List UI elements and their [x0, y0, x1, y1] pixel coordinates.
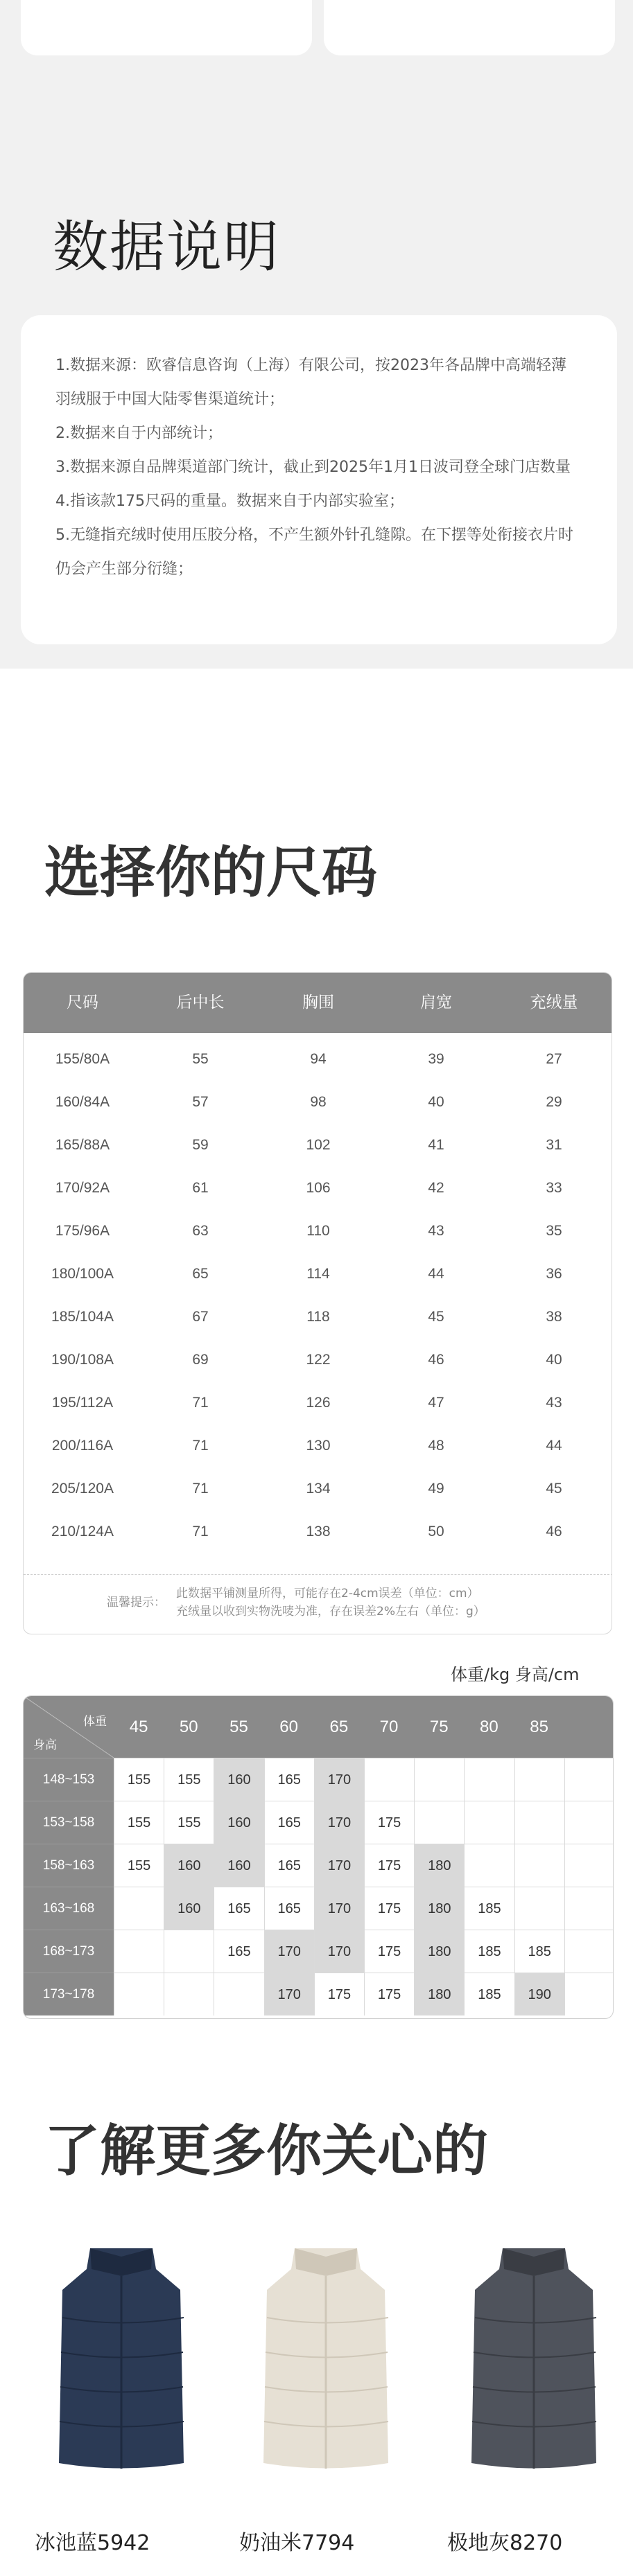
size-recommendation-cell	[564, 1887, 614, 1930]
table-cell: 175/96A	[55, 1223, 110, 1239]
corner-height-label: 身高	[33, 1738, 57, 1752]
size-recommendation-cell: 170	[314, 1801, 364, 1844]
table-cell: 122	[306, 1352, 331, 1368]
height-label-cell: 163~168	[24, 1887, 114, 1930]
size-recommendation-cell: 175	[364, 1887, 414, 1930]
size-recommendation-cell: 170	[314, 1844, 364, 1887]
size-recommendation-cell: 185	[464, 1930, 514, 1973]
table-row	[24, 1510, 612, 1553]
table-cell: 165/88A	[55, 1137, 110, 1153]
table-cell: 160/84A	[55, 1094, 110, 1110]
size-recommendation-cell	[564, 1801, 614, 1844]
table-cell: 47	[428, 1395, 444, 1411]
table-row	[24, 1167, 612, 1210]
size-recommendation-cell: 165	[264, 1887, 314, 1930]
size-recommendation-cell	[164, 1930, 214, 1973]
table-cell: 134	[306, 1481, 331, 1497]
table-cell: 114	[306, 1266, 330, 1282]
more-section-title: 了解更多你关心的	[44, 2119, 488, 2183]
size-recommendation-cell: 180	[414, 1930, 464, 1973]
size-recommendation-cell: 160	[214, 1758, 263, 1801]
table-row	[24, 1081, 612, 1124]
table-row	[24, 1253, 612, 1296]
size-recommendation-cell: 180	[414, 1887, 464, 1930]
size-recommendation-cell: 155	[114, 1758, 164, 1801]
table-cell: 71	[192, 1481, 209, 1497]
size-recommendation-cell: 170	[314, 1930, 364, 1973]
size-recommendation-cell: 175	[364, 1973, 414, 2015]
table-cell: 59	[192, 1137, 209, 1153]
table-cell: 43	[428, 1223, 444, 1239]
size-recommendation-cell	[364, 1758, 414, 1801]
divider	[24, 1574, 612, 1575]
size-recommendation-cell: 175	[364, 1930, 414, 1973]
table-cell: 63	[192, 1223, 209, 1239]
note-line: 1.数据来源：欧睿信息咨询（上海）有限公司，按2023年各品牌中高端轻薄	[55, 357, 566, 374]
table-cell: 44	[546, 1438, 562, 1454]
table-cell: 106	[306, 1180, 331, 1196]
data-note-section	[0, 0, 633, 669]
size-recommendation-cell: 175	[364, 1801, 414, 1844]
table-cell: 50	[428, 1524, 444, 1540]
size-recommendation-cell: 165	[214, 1887, 263, 1930]
table-cell: 49	[428, 1481, 444, 1497]
table-cell: 71	[192, 1524, 209, 1540]
table-cell: 71	[192, 1395, 209, 1411]
weight-header-cell: 55	[229, 1718, 248, 1736]
weight-height-units: 体重/kg 身高/cm	[451, 1665, 580, 1684]
weight-header-cell: 60	[279, 1718, 298, 1736]
size-recommendation-cell	[464, 1758, 514, 1801]
weight-header-row	[114, 1696, 614, 1758]
table-cell: 138	[306, 1524, 331, 1540]
table-cell: 200/116A	[51, 1438, 114, 1454]
header-back-length: 后中长	[176, 994, 225, 1012]
size-recommendation-cell: 160	[214, 1801, 263, 1844]
size-recommendation-cell	[514, 1758, 564, 1801]
table-row	[24, 1424, 612, 1467]
table-cell: 45	[428, 1309, 444, 1325]
weight-header-cell: 50	[179, 1718, 198, 1736]
note-line: 2.数据来自于内部统计；	[55, 425, 223, 442]
height-label-cell: 153~158	[24, 1801, 114, 1844]
size-recommendation-cell	[564, 1758, 614, 1801]
table-cell: 44	[428, 1266, 444, 1282]
table-cell: 45	[546, 1481, 562, 1497]
table-cell: 36	[546, 1266, 562, 1282]
size-recommendation-cell	[564, 1973, 614, 2015]
table-cell: 27	[546, 1051, 562, 1067]
table-cell: 190/108A	[51, 1352, 114, 1368]
table-cell: 48	[428, 1438, 444, 1454]
top-card-right	[324, 0, 615, 55]
size-recommendation-cell: 170	[264, 1973, 314, 2015]
tip-lines	[176, 1585, 485, 1621]
table-cell: 205/120A	[51, 1481, 114, 1497]
size-recommendation-cell: 175	[314, 1973, 364, 2015]
table-cell: 39	[428, 1051, 444, 1067]
header-shoulder: 肩宽	[420, 994, 452, 1012]
size-recommendation-cell	[464, 1844, 514, 1887]
table-row	[24, 1467, 612, 1510]
size-recommendation-cell: 155	[114, 1801, 164, 1844]
table-cell: 46	[428, 1352, 444, 1368]
down-vest-image	[42, 2241, 201, 2477]
size-recommendation-cell: 170	[264, 1930, 314, 1973]
table-row	[24, 1124, 612, 1167]
table-row	[24, 1339, 612, 1382]
size-recommendation-cell	[214, 1973, 263, 2015]
size-recommendation-cell	[514, 1887, 564, 1930]
tip-line: 充绒量以收到实物洗唛为准，存在误差2%左右（单位：g）	[176, 1605, 485, 1618]
table-cell: 69	[192, 1352, 209, 1368]
table-row	[24, 1382, 612, 1424]
table-cell: 98	[310, 1094, 327, 1110]
table-cell: 118	[306, 1309, 330, 1325]
weight-header-cell: 70	[379, 1718, 399, 1736]
note-line: 仍会产生部分衍缝；	[55, 561, 193, 578]
size-recommendation-cell	[164, 1973, 214, 2015]
table-cell: 71	[192, 1438, 209, 1454]
table-cell: 41	[428, 1137, 444, 1153]
table-cell: 46	[546, 1524, 562, 1540]
tip-label: 温馨提示：	[107, 1596, 166, 1609]
size-recommendation-cell: 155	[164, 1758, 214, 1801]
table-cell: 40	[428, 1094, 444, 1110]
table-cell: 180/100A	[51, 1266, 114, 1282]
weight-header-cell: 75	[429, 1718, 449, 1736]
table-cell: 40	[546, 1352, 562, 1368]
table-cell: 38	[546, 1309, 562, 1325]
corner-weight-label: 体重	[83, 1715, 107, 1729]
size-recommendation-cell: 180	[414, 1844, 464, 1887]
table-cell: 102	[306, 1137, 331, 1153]
size-recommendation-cell	[414, 1758, 464, 1801]
size-recommendation-cell: 165	[214, 1930, 263, 1973]
table-cell: 67	[192, 1309, 209, 1325]
height-label-cell: 158~163	[24, 1844, 114, 1887]
size-recommendation-cell: 155	[114, 1844, 164, 1887]
product-card[interactable]	[239, 2241, 413, 2560]
size-recommendation-cell: 185	[464, 1887, 514, 1930]
size-recommendation-cell	[564, 1930, 614, 1973]
table-cell: 55	[192, 1051, 209, 1067]
table-cell: 65	[192, 1266, 209, 1282]
height-label-cell: 168~173	[24, 1930, 114, 1973]
table-cell: 31	[546, 1137, 562, 1153]
table-cell: 94	[310, 1051, 327, 1067]
size-recommendation-cell	[514, 1844, 564, 1887]
height-label-cell: 173~178	[24, 1973, 114, 2015]
size-recommendation-cell: 165	[264, 1801, 314, 1844]
table-cell: 130	[306, 1438, 331, 1454]
table-cell: 170/92A	[55, 1180, 110, 1196]
header-down-fill: 充绒量	[530, 994, 578, 1012]
table-cell: 126	[306, 1395, 331, 1411]
note-line: 4.指该款175尺码的重量。数据来自于内部实验室；	[55, 493, 404, 510]
size-recommendation-cell: 180	[414, 1973, 464, 2015]
size-recommendation-cell: 185	[464, 1973, 514, 2015]
height-label-cell: 148~153	[24, 1758, 114, 1801]
size-recommendation-cell	[114, 1930, 164, 1973]
size-recommendation-cell: 165	[264, 1758, 314, 1801]
product-name: 冰池蓝5942	[35, 2531, 150, 2555]
weight-header-cell: 80	[480, 1718, 498, 1736]
weight-header-cell: 65	[329, 1718, 349, 1736]
size-table-header	[24, 973, 612, 1033]
size-recommendation-cell	[414, 1801, 464, 1844]
product-card[interactable]	[447, 2241, 621, 2560]
size-recommendation-cell: 170	[314, 1887, 364, 1930]
product-name: 极地灰8270	[447, 2531, 563, 2555]
table-cell: 195/112A	[51, 1395, 114, 1411]
table-cell: 42	[428, 1180, 444, 1196]
product-card[interactable]	[35, 2241, 208, 2560]
table-cell: 110	[306, 1223, 330, 1239]
size-recommendation-cell: 160	[164, 1844, 214, 1887]
table-cell: 61	[192, 1180, 209, 1196]
size-table-body	[24, 1038, 612, 1553]
size-recommendation-cell: 165	[264, 1844, 314, 1887]
table-cell: 29	[546, 1094, 562, 1110]
weight-header-cell: 45	[129, 1718, 148, 1736]
table-cell: 185/104A	[51, 1309, 114, 1325]
tip-line: 此数据平铺测量所得，可能存在2-4cm误差（单位：cm）	[176, 1587, 479, 1600]
weight-header-cell: 85	[530, 1718, 548, 1736]
size-recommendation-cell: 185	[514, 1930, 564, 1973]
header-size: 尺码	[67, 994, 98, 1012]
top-card-left	[21, 0, 312, 55]
table-cell: 155/80A	[55, 1051, 110, 1067]
table-row	[24, 1210, 612, 1253]
table-row	[24, 1296, 612, 1339]
size-recommendation-cell: 160	[214, 1844, 263, 1887]
down-vest-image	[454, 2241, 614, 2477]
size-recommendation-cell: 160	[164, 1887, 214, 1930]
size-recommendation-cell: 190	[514, 1973, 564, 2015]
header-chest: 胸围	[302, 994, 334, 1012]
size-recommendation-cell	[514, 1801, 564, 1844]
table-row	[24, 1038, 612, 1081]
data-note-title: 数据说明	[53, 215, 280, 279]
size-recommendation-cell	[114, 1973, 164, 2015]
size-recommendation-cell: 170	[314, 1758, 364, 1801]
table-cell: 35	[546, 1223, 562, 1239]
data-note-card	[21, 315, 617, 644]
product-name: 奶油米7794	[239, 2531, 355, 2555]
down-vest-image	[246, 2241, 406, 2477]
table-corner	[24, 1696, 114, 1758]
note-line: 3.数据来源自品牌渠道部门统计，截止到2025年1月1日波司登全球门店数量	[55, 459, 571, 476]
table-cell: 210/124A	[51, 1524, 114, 1540]
size-recommendation-cell	[564, 1844, 614, 1887]
size-section-title: 选择你的尺码	[44, 840, 377, 905]
note-line: 5.无缝指充绒时使用压胶分格，不产生额外针孔缝隙。在下摆等处衔接衣片时	[55, 527, 573, 544]
size-recommendation-cell	[464, 1801, 514, 1844]
size-recommendation-cell	[114, 1887, 164, 1930]
table-cell: 33	[546, 1180, 562, 1196]
weight-height-table	[23, 1695, 614, 2019]
size-recommendation-cell: 175	[364, 1844, 414, 1887]
table-cell: 57	[192, 1094, 209, 1110]
size-recommendation-cell: 155	[164, 1801, 214, 1844]
size-table	[23, 972, 612, 1634]
table-cell: 43	[546, 1395, 562, 1411]
note-line: 羽绒服于中国大陆零售渠道统计；	[55, 391, 285, 408]
